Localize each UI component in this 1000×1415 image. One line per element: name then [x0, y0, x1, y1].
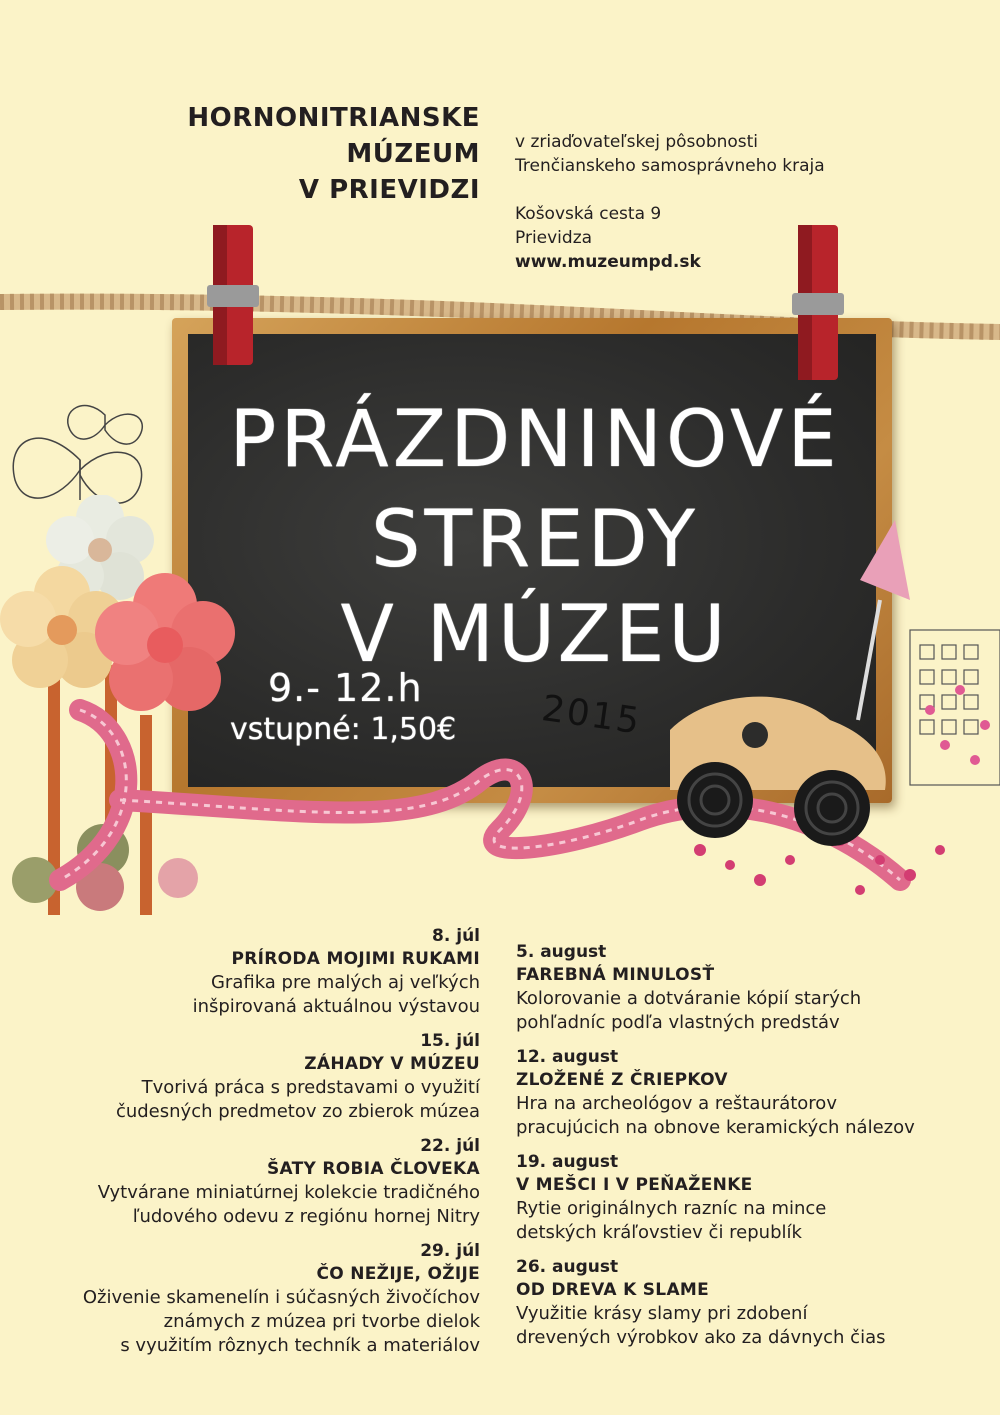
event-description-line: Využitie krásy slamy pri zdobení [516, 1303, 808, 1324]
event-title: ŠATY ROBIA ČLOVEKA [266, 1159, 480, 1179]
event-item [40, 925, 480, 1019]
museum-info [515, 130, 825, 274]
entry-price: vstupné: 1,50€ [230, 712, 457, 747]
toy-car-illustration [650, 690, 900, 850]
board-title-line: V MÚZEU [340, 590, 730, 680]
event-description-line: Kolorovanie a dotváranie kópií starých [516, 988, 862, 1009]
opening-hours: 9.- 12.h [268, 666, 423, 710]
event-date: 5. august [516, 942, 607, 962]
july-program [40, 925, 480, 1369]
event-description-line: čudesných predmetov zo zbierok múzea [115, 1101, 480, 1122]
event-description-line: pracujúcich na obnove keramických nálezov [516, 1117, 915, 1138]
event-description [516, 1092, 986, 1140]
address-line: Prievidza [515, 228, 593, 248]
event-date: 19. august [516, 1152, 619, 1172]
event-description-line: Grafika pre malých aj veľkých [210, 972, 480, 993]
address-line: Košovská cesta 9 [515, 204, 662, 224]
event-description-line: s využitím rôznych techník a materiálov [120, 1335, 480, 1356]
event-title: OD DREVA K SLAME [516, 1280, 710, 1300]
year-label: 2015 [539, 688, 644, 743]
event-description [40, 1181, 480, 1229]
info-line: v zriaďovateľskej pôsobnosti [515, 132, 759, 152]
event-item [40, 1240, 480, 1358]
event-date: 22. júl [420, 1136, 480, 1156]
event-description [516, 1302, 986, 1350]
event-item [40, 1135, 480, 1229]
event-title: V MEŠCI I V PEŇAŽENKE [516, 1175, 753, 1195]
event-description [40, 1286, 480, 1358]
event-description-line: Rytie originálnych razníc na mince [516, 1198, 827, 1219]
august-program [516, 941, 986, 1361]
event-date: 8. júl [432, 926, 480, 946]
clothespin-left-icon [205, 225, 265, 375]
event-date: 15. júl [420, 1031, 480, 1051]
event-item [516, 1151, 986, 1245]
website-link[interactable]: www.muzeumpd.sk [515, 252, 701, 272]
event-description-line: Vytvárane miniatúrnej kolekcie tradičného [97, 1182, 480, 1203]
event-date: 26. august [516, 1257, 619, 1277]
event-description-line: drevených výrobkov ako za dávnych čias [516, 1327, 886, 1348]
event-description-line: Tvorivá práca s predstavami o využití [141, 1077, 480, 1098]
event-description-line: detských kráľovstiev či republík [516, 1222, 802, 1243]
event-description-line: pohľadníc podľa vlastných predstáv [516, 1012, 840, 1033]
event-item [40, 1030, 480, 1124]
event-description [40, 971, 480, 1019]
event-item [516, 1046, 986, 1140]
museum-name-line: HORNONITRIANSKE [187, 103, 480, 133]
event-description-line: Hra na archeológov a reštaurátorov [516, 1093, 837, 1114]
event-title: ZLOŽENÉ Z ČRIEPKOV [516, 1070, 728, 1090]
event-description [40, 1076, 480, 1124]
event-description-line: známych z múzea pri tvorbe dielok [163, 1311, 480, 1332]
museum-name [120, 100, 480, 208]
board-title-line: PRÁZDNINOVÉ [229, 395, 841, 485]
event-date: 29. júl [420, 1241, 480, 1261]
event-description-line: inšpirovaná aktuálnou výstavou [192, 996, 480, 1017]
event-title: PRÍRODA MOJIMI RUKAMI [231, 949, 480, 969]
event-title: ZÁHADY V MÚZEU [304, 1054, 480, 1074]
info-line: Trenčianskeho samosprávneho kraja [515, 156, 825, 176]
board-title-line: STREDY [370, 495, 700, 585]
event-date: 12. august [516, 1047, 619, 1067]
event-description [516, 1197, 986, 1245]
event-description [516, 987, 986, 1035]
event-description-line: ľudového odevu z regiónu hornej Nitry [132, 1206, 480, 1227]
event-description-line: Oživenie skamenelín i súčasných živočíchov [82, 1287, 480, 1308]
event-title: FAREBNÁ MINULOSŤ [516, 965, 715, 985]
event-item [516, 1256, 986, 1350]
museum-name-line: MÚZEUM [346, 139, 480, 169]
event-title: ČO NEŽIJE, OŽIJE [316, 1264, 480, 1284]
museum-name-line: V PRIEVIDZI [298, 175, 480, 205]
clothespin-right-icon [790, 225, 850, 390]
event-item [516, 941, 986, 1035]
